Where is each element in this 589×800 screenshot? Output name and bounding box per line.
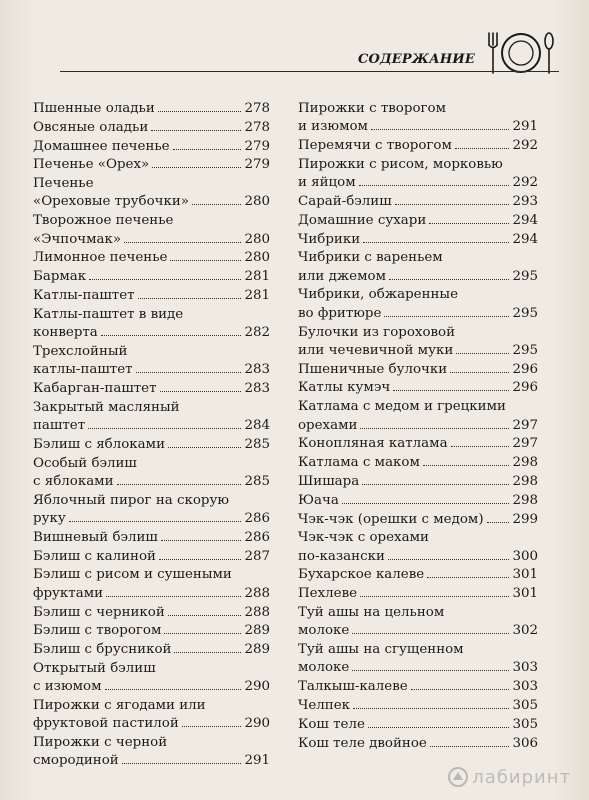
toc-entry-page-number: 279 <box>244 157 270 173</box>
dot-leader <box>451 446 510 447</box>
toc-entry <box>298 454 538 472</box>
toc-entry <box>33 100 270 118</box>
toc-entry-page-number: 292 <box>512 175 538 191</box>
toc-entry-title-line: во фритюре <box>298 305 382 321</box>
toc-entry-page-number: 286 <box>244 511 270 527</box>
dot-leader <box>88 428 241 429</box>
dot-leader <box>360 596 509 597</box>
toc-entry-page-number: 292 <box>512 138 538 154</box>
toc-entry <box>33 697 270 734</box>
dot-leader <box>89 279 241 280</box>
dot-leader <box>138 298 242 299</box>
toc-entry <box>33 492 270 529</box>
toc-entry-title-line: Чэк-чэк с орехами <box>298 530 429 546</box>
page-title: СОДЕРЖАНИЕ <box>357 51 475 67</box>
toc-left-column <box>33 100 270 771</box>
dot-leader <box>152 167 241 168</box>
dot-leader <box>389 279 509 280</box>
toc-entry-title-line: Кош теле <box>298 716 365 732</box>
dot-leader <box>151 130 241 131</box>
toc-entry-title-line: Особый бэлиш <box>33 455 137 471</box>
toc-entry <box>298 361 538 379</box>
toc-entry-title-line: Шишара <box>298 473 360 489</box>
toc-entry-title-line: и изюмом <box>298 119 368 135</box>
toc-entry <box>298 324 538 361</box>
toc-entry-page-number: 281 <box>244 269 270 285</box>
dot-leader <box>359 185 510 186</box>
toc-entry-title-line: фруктовой пастилой <box>33 716 179 732</box>
toc-entry-title-line: «Ореховые трубочки» <box>33 194 189 210</box>
toc-entry <box>298 435 538 453</box>
dot-leader <box>352 670 509 671</box>
dot-leader <box>388 559 510 560</box>
toc-entry-title-line: Сарай-бэлиш <box>298 193 392 209</box>
toc-entry-page-number: 290 <box>244 679 270 695</box>
toc-entry-title-line: Челпек <box>298 698 350 713</box>
toc-entry-title-line: Бэлиш с рисом и сушеными <box>33 567 232 583</box>
toc-entry-page-number: 285 <box>244 473 270 489</box>
dot-leader <box>393 390 509 391</box>
dot-leader <box>105 689 242 690</box>
toc-entry-page-number: 299 <box>512 511 538 527</box>
toc-entry-title-line: Перемячи с творогом <box>298 138 452 154</box>
toc-entry <box>298 379 538 397</box>
toc-entry-page-number: 295 <box>512 342 538 358</box>
toc-entry-title-line: или чечевичной муки <box>298 342 454 358</box>
toc-entry-title-line: катлы-паштет <box>33 362 133 378</box>
toc-entry <box>298 678 538 696</box>
toc-entry <box>298 193 538 211</box>
toc-entry-page-number: 303 <box>512 660 538 676</box>
toc-entry <box>33 660 270 697</box>
dot-leader <box>101 335 242 336</box>
toc-entry-title-line: Пирожки с черной <box>33 735 168 751</box>
toc-entry <box>298 585 538 603</box>
toc-entry-title-line: руку <box>33 511 66 527</box>
toc-entry <box>298 100 538 137</box>
toc-entry-page-number: 296 <box>512 361 538 377</box>
toc-entry-page-number: 303 <box>512 679 538 695</box>
dot-leader <box>429 223 509 224</box>
toc-entry-title-line: и яйцом <box>298 175 356 191</box>
toc-entry <box>33 212 270 249</box>
toc-entry-title-line: Бэлиш с брусникой <box>33 642 172 658</box>
toc-entry-title-line: Бэлиш с черникой <box>33 604 165 620</box>
dot-leader <box>455 148 510 149</box>
toc-entry-title-line: Катлама с медом и грецкими <box>298 399 506 415</box>
dot-leader <box>168 615 242 616</box>
toc-entry-page-number: 301 <box>512 567 538 583</box>
toc-entry <box>298 716 538 734</box>
toc-entry-page-number: 282 <box>244 325 270 341</box>
toc-entry-page-number: 283 <box>244 380 270 396</box>
toc-entry <box>33 119 270 137</box>
toc-entry <box>33 399 270 436</box>
toc-entry <box>33 734 270 771</box>
labirint-logo-icon <box>447 766 469 788</box>
toc-entry-title-line: Вишневый бэлиш <box>33 529 158 545</box>
toc-entry-title-line: по-казански <box>298 548 385 564</box>
toc-entry-page-number: 295 <box>512 268 538 284</box>
toc-entry-title-line: Яблочный пирог на скорую <box>33 492 230 508</box>
toc-entry <box>33 604 270 622</box>
toc-entry <box>298 249 538 286</box>
dot-leader <box>106 596 241 597</box>
toc-entry-title-line: «Эчпочмак» <box>33 231 122 247</box>
toc-entry <box>33 138 270 156</box>
toc-entry-page-number: 285 <box>244 436 270 452</box>
toc-entry-title-line: с изюмом <box>33 679 102 695</box>
toc-entry-page-number: 297 <box>512 436 538 452</box>
toc-entry <box>298 492 538 510</box>
toc-entry-title-line: Чэк-чэк (орешки с медом) <box>298 511 484 527</box>
dot-leader <box>427 577 509 578</box>
toc-entry-title-line: Пехлеве <box>298 586 358 602</box>
toc-entry <box>298 286 538 323</box>
toc-entry-title-line: Пирожки с ягодами или <box>33 698 206 713</box>
toc-entry <box>298 511 538 529</box>
dot-leader <box>173 149 242 150</box>
toc-entry-title-line: Закрытый масляный <box>33 399 180 415</box>
toc-entry <box>298 398 538 435</box>
toc-entry <box>33 566 270 603</box>
toc-entry-title-line: Домашние сухари <box>298 212 427 228</box>
toc-right-column <box>298 100 538 753</box>
toc-entry <box>298 566 538 584</box>
toc-entry-title-line: орехами <box>298 417 358 433</box>
dot-leader <box>159 559 242 560</box>
toc-entry-title-line: Пшенные оладьи <box>33 101 155 116</box>
toc-entry-page-number: 278 <box>244 119 270 135</box>
toc-entry-title-line: Пшеничные булочки <box>298 361 448 377</box>
toc-entry <box>33 175 270 212</box>
toc-entry <box>298 641 538 678</box>
toc-entry-title-line: Кош теле двойное <box>298 735 427 751</box>
toc-entry-title-line: Туй ашы на цельном <box>298 605 445 621</box>
toc-entry-page-number: 281 <box>244 287 270 303</box>
toc-entry-title-line: Бэлиш с яблоками <box>33 436 166 452</box>
toc-entry-page-number: 287 <box>244 548 270 564</box>
toc-entry-title-line: Бэлиш с калиной <box>33 548 156 564</box>
dot-leader <box>174 652 241 653</box>
dot-leader <box>117 484 242 485</box>
toc-entry-title-line: Пирожки с рисом, морковью <box>298 156 503 172</box>
toc-entry-page-number: 298 <box>512 492 538 508</box>
header-divider <box>60 71 559 72</box>
toc-entry-title-line: Катлама с маком <box>298 455 420 471</box>
toc-entry-title-line: молоке <box>298 623 350 639</box>
dot-leader <box>430 746 510 747</box>
toc-entry-page-number: 288 <box>244 585 270 601</box>
dot-leader <box>395 204 510 205</box>
toc-entry <box>298 212 538 230</box>
toc-entry-title-line: Лимонное печенье <box>33 250 168 266</box>
toc-entry-title-line: Кабарган-паштет <box>33 380 157 396</box>
toc-entry <box>33 548 270 566</box>
toc-entry-title-line: Катлы-паштет в виде <box>33 306 184 322</box>
dot-leader <box>423 465 510 466</box>
dot-leader <box>122 763 242 764</box>
toc-entry-page-number: 294 <box>512 212 538 228</box>
toc-entry-title-line: фруктами <box>33 585 104 601</box>
toc-entry-title-line: или джемом <box>298 268 386 284</box>
dot-leader <box>411 689 510 690</box>
dot-leader <box>69 521 242 522</box>
toc-entry-page-number: 298 <box>512 473 538 489</box>
toc-entry <box>33 529 270 547</box>
toc-entry-page-number: 280 <box>244 250 270 266</box>
toc-entry-page-number: 280 <box>244 231 270 247</box>
toc-entry <box>33 380 270 398</box>
toc-entry-page-number: 301 <box>512 586 538 602</box>
toc-entry <box>298 697 538 715</box>
toc-entry <box>33 156 270 174</box>
toc-entry-title-line: Конопляная катлама <box>298 436 448 452</box>
toc-entry-title-line: Чибрики, обжаренные <box>298 287 458 303</box>
toc-entry-page-number: 280 <box>244 194 270 210</box>
toc-entry-title-line: Открытый бэлиш <box>33 660 156 676</box>
toc-entry-page-number: 295 <box>512 305 538 321</box>
toc-entry-page-number: 305 <box>512 698 538 713</box>
toc-entry <box>298 473 538 491</box>
toc-entry <box>33 455 270 492</box>
toc-entry <box>33 343 270 380</box>
watermark-text: лабиринт <box>472 766 571 788</box>
toc-entry-title-line: конверта <box>33 325 98 341</box>
plate-cutlery-icon <box>485 29 559 77</box>
toc-entry-page-number: 300 <box>512 548 538 564</box>
dot-leader <box>161 540 242 541</box>
toc-entry-title-line: Творожное печенье <box>33 213 174 229</box>
toc-entry-title-line: Катлы-паштет <box>33 287 135 303</box>
toc-entry-title-line: Бармак <box>33 269 87 285</box>
toc-entry-title-line: Трехслойный <box>33 343 128 359</box>
toc-entry <box>298 529 538 566</box>
dot-leader <box>158 111 242 112</box>
toc-entry-page-number: 297 <box>512 417 538 433</box>
watermark <box>447 766 571 788</box>
dot-leader <box>363 242 509 243</box>
dot-leader <box>360 428 509 429</box>
toc-entry-title-line: Бухарское калеве <box>298 567 425 583</box>
toc-entry-page-number: 296 <box>512 380 538 396</box>
dot-leader <box>164 633 241 634</box>
toc-entry-title-line: Печенье <box>33 176 94 192</box>
dot-leader <box>487 522 510 523</box>
toc-entry-title-line: Домашнее печенье <box>33 138 170 154</box>
toc-entry-page-number: 278 <box>244 101 270 116</box>
toc-entry <box>33 249 270 267</box>
toc-entry-page-number: 294 <box>512 231 538 247</box>
toc-entry <box>33 306 270 343</box>
toc-entry <box>298 137 538 155</box>
toc-entry-title-line: молоке <box>298 660 350 676</box>
toc-entry-title-line: Пирожки с творогом <box>298 101 446 116</box>
toc-entry <box>298 231 538 249</box>
dot-leader <box>192 204 241 205</box>
dot-leader <box>352 633 509 634</box>
toc-entry-title-line: Талкыш-калеве <box>298 679 408 695</box>
dot-leader <box>371 129 509 130</box>
toc-entry <box>33 622 270 640</box>
toc-entry <box>33 268 270 286</box>
dot-leader <box>456 353 509 354</box>
toc-entry-page-number: 289 <box>244 623 270 639</box>
dot-leader <box>168 447 241 448</box>
toc-entry-page-number: 298 <box>512 455 538 471</box>
dot-leader <box>136 372 242 373</box>
toc-entry-title-line: с яблоками <box>33 473 114 489</box>
toc-entry <box>33 436 270 454</box>
toc-entry-page-number: 291 <box>512 119 538 135</box>
toc-entry-page-number: 284 <box>244 418 270 434</box>
toc-entry-page-number: 291 <box>244 753 270 769</box>
toc-entry-page-number: 302 <box>512 623 538 639</box>
toc-entry <box>33 287 270 305</box>
toc-entry-title-line: Чибрики с вареньем <box>298 250 443 266</box>
toc-entry-page-number: 288 <box>244 604 270 620</box>
toc-entry <box>298 156 538 193</box>
toc-entry-title-line: Бэлиш с творогом <box>33 623 162 639</box>
dot-leader <box>342 503 510 504</box>
dot-leader <box>362 484 509 485</box>
toc-entry-title-line: Булочки из гороховой <box>298 324 456 340</box>
toc-entry <box>33 641 270 659</box>
toc-entry-page-number: 290 <box>244 716 270 732</box>
toc-entry-title-line: паштет <box>33 418 86 434</box>
toc-entry-page-number: 305 <box>512 716 538 732</box>
toc-entry-page-number: 286 <box>244 529 270 545</box>
dot-leader <box>160 391 242 392</box>
toc-entry-page-number: 306 <box>512 735 538 751</box>
dot-leader <box>368 727 510 728</box>
toc-entry-title-line: Чибрики <box>298 231 361 247</box>
dot-leader <box>450 372 509 373</box>
dot-leader <box>170 260 241 261</box>
dot-leader <box>124 242 241 243</box>
toc-entry-title-line: смородиной <box>33 753 119 769</box>
toc-entry <box>298 604 538 641</box>
dot-leader <box>384 316 509 317</box>
toc-entry-title-line: Туй ашы на сгущенном <box>298 642 464 658</box>
dot-leader <box>182 726 242 727</box>
toc-entry-page-number: 279 <box>244 138 270 154</box>
toc-entry-page-number: 293 <box>512 193 538 209</box>
toc-entry-title-line: Юача <box>298 492 339 508</box>
toc-entry-page-number: 289 <box>244 642 270 658</box>
toc-entry-title-line: Овсяные оладьи <box>33 119 149 135</box>
dot-leader <box>353 708 509 709</box>
toc-entry-title-line: Катлы кумэч <box>298 380 391 396</box>
toc-entry <box>298 735 538 753</box>
toc-entry-page-number: 283 <box>244 362 270 378</box>
toc-entry-title-line: Печенье «Орех» <box>33 157 150 173</box>
